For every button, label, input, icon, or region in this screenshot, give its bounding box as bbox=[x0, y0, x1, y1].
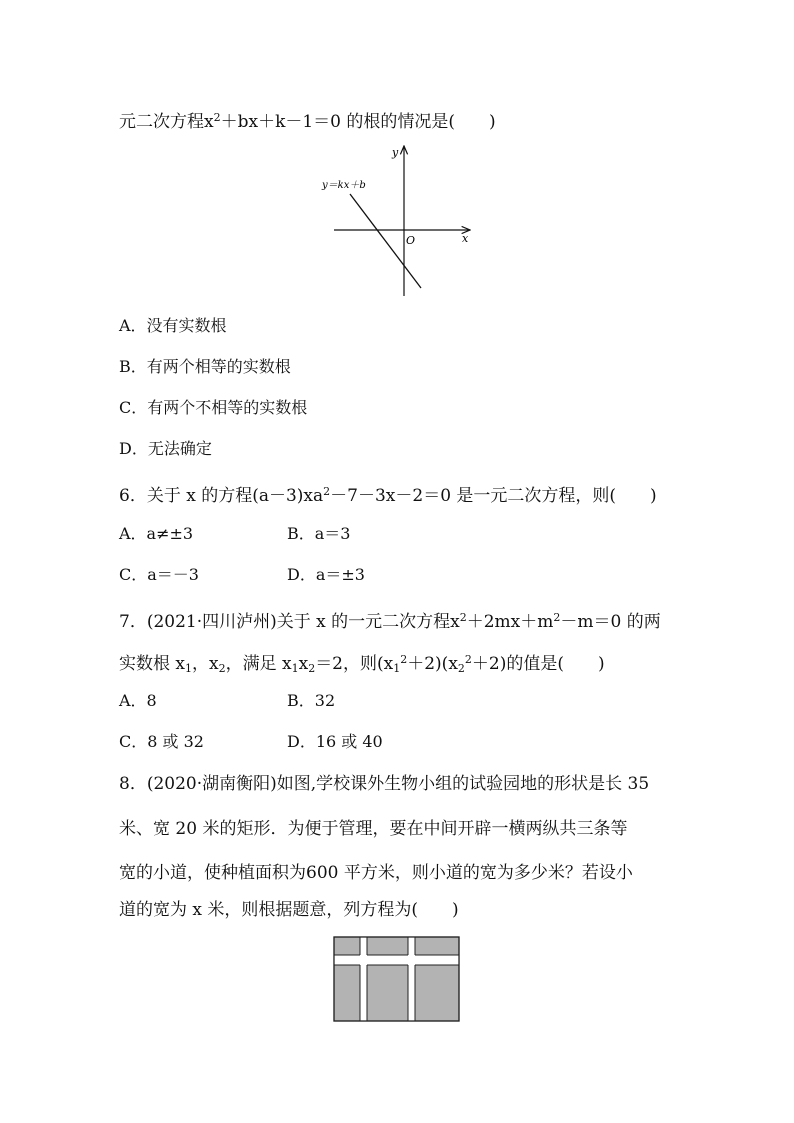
q7-subscript: 1 bbox=[185, 662, 192, 675]
q7-text: ，满足 x bbox=[225, 654, 292, 674]
q5-graph bbox=[310, 140, 480, 300]
q7-subscript: 1 bbox=[393, 662, 401, 675]
q7-option-c: C．8 或 32 bbox=[119, 732, 204, 751]
q8-line-1: 8．(2020·湖南衡阳)如图,学校课外生物小组的试验园地的形状是长 35 bbox=[119, 774, 650, 794]
q7-option-b: B．32 bbox=[287, 691, 336, 710]
y-axis-label: y bbox=[392, 146, 399, 159]
line-label: y＝kx＋b bbox=[322, 180, 366, 191]
q6-stem-part: 6．关于 x 的方程(a－3)xa bbox=[119, 486, 324, 506]
q5-option-a: A．没有实数根 bbox=[119, 316, 227, 335]
q5-superscript: 2 bbox=[213, 111, 221, 124]
q7-superscript: 2 bbox=[459, 611, 467, 624]
vertical-path-left bbox=[360, 938, 367, 1021]
q5-option-c: C．有两个不相等的实数根 bbox=[119, 398, 308, 417]
q7-text: ＋2)(x bbox=[407, 654, 458, 674]
q6-option-c: C．a＝－3 bbox=[119, 565, 199, 584]
q7-option-a: A．8 bbox=[119, 691, 157, 710]
q7-option-d: D．16 或 40 bbox=[287, 732, 383, 751]
q6-superscript: 2 bbox=[323, 485, 331, 498]
q6-stem-part: －7－3x－2＝0 是一元二次方程，则( ) bbox=[330, 486, 657, 506]
q8-line-2: 米、宽 20 米的矩形．为便于管理，要在中间开辟一横两纵共三条等 bbox=[119, 819, 628, 839]
q7-text: －m＝0 的两 bbox=[560, 612, 661, 632]
q7-text: ，x bbox=[192, 654, 219, 674]
q7-text: x bbox=[298, 654, 309, 674]
q7-text: ＋2)的值是( ) bbox=[471, 654, 605, 674]
q5-stem bbox=[119, 106, 496, 134]
origin-label: O bbox=[406, 234, 416, 247]
q7-superscript: 2 bbox=[464, 653, 472, 666]
q5-stem-part: 元二次方程x bbox=[119, 112, 214, 132]
q6-option-b: B．a＝3 bbox=[287, 524, 351, 543]
q6-option-a: A．a≠±3 bbox=[119, 524, 194, 543]
q6-option-d: D．a＝±3 bbox=[287, 565, 365, 584]
q7-subscript: 2 bbox=[308, 662, 316, 675]
q5-stem-part: ＋bx＋k－1＝0 的根的情况是( ) bbox=[220, 112, 496, 132]
q7-text: ＝2，则(x bbox=[315, 654, 394, 674]
q7-subscript: 1 bbox=[291, 662, 299, 675]
q8-line-4: 道的宽为 x 米，则根据题意，列方程为( ) bbox=[119, 900, 459, 920]
q7-text: 7．(2021·四川泸州)关于 x 的一元二次方程x bbox=[119, 612, 460, 632]
q7-subscript: 2 bbox=[218, 662, 226, 675]
garden-plot bbox=[334, 937, 459, 1021]
q5-option-d: D．无法确定 bbox=[119, 439, 212, 458]
q7-stem-line2 bbox=[119, 648, 605, 681]
q6-stem bbox=[119, 480, 657, 508]
q7-superscript: 2 bbox=[400, 653, 408, 666]
q5-option-b: B．有两个相等的实数根 bbox=[119, 357, 291, 376]
vertical-path-right bbox=[408, 938, 415, 1021]
q8-line-3: 宽的小道，使种植面积为600 平方米，则小道的宽为多少米？若设小 bbox=[119, 863, 633, 883]
q8-garden-figure bbox=[333, 936, 461, 1024]
q7-text: ＋2mx＋m bbox=[466, 612, 554, 632]
q7-stem-line1 bbox=[119, 606, 661, 634]
q7-text: 实数根 x bbox=[119, 654, 185, 674]
q7-superscript: 2 bbox=[553, 611, 561, 624]
horizontal-path bbox=[335, 955, 459, 965]
q7-subscript: 2 bbox=[457, 662, 465, 675]
x-axis-label: x bbox=[462, 232, 469, 245]
